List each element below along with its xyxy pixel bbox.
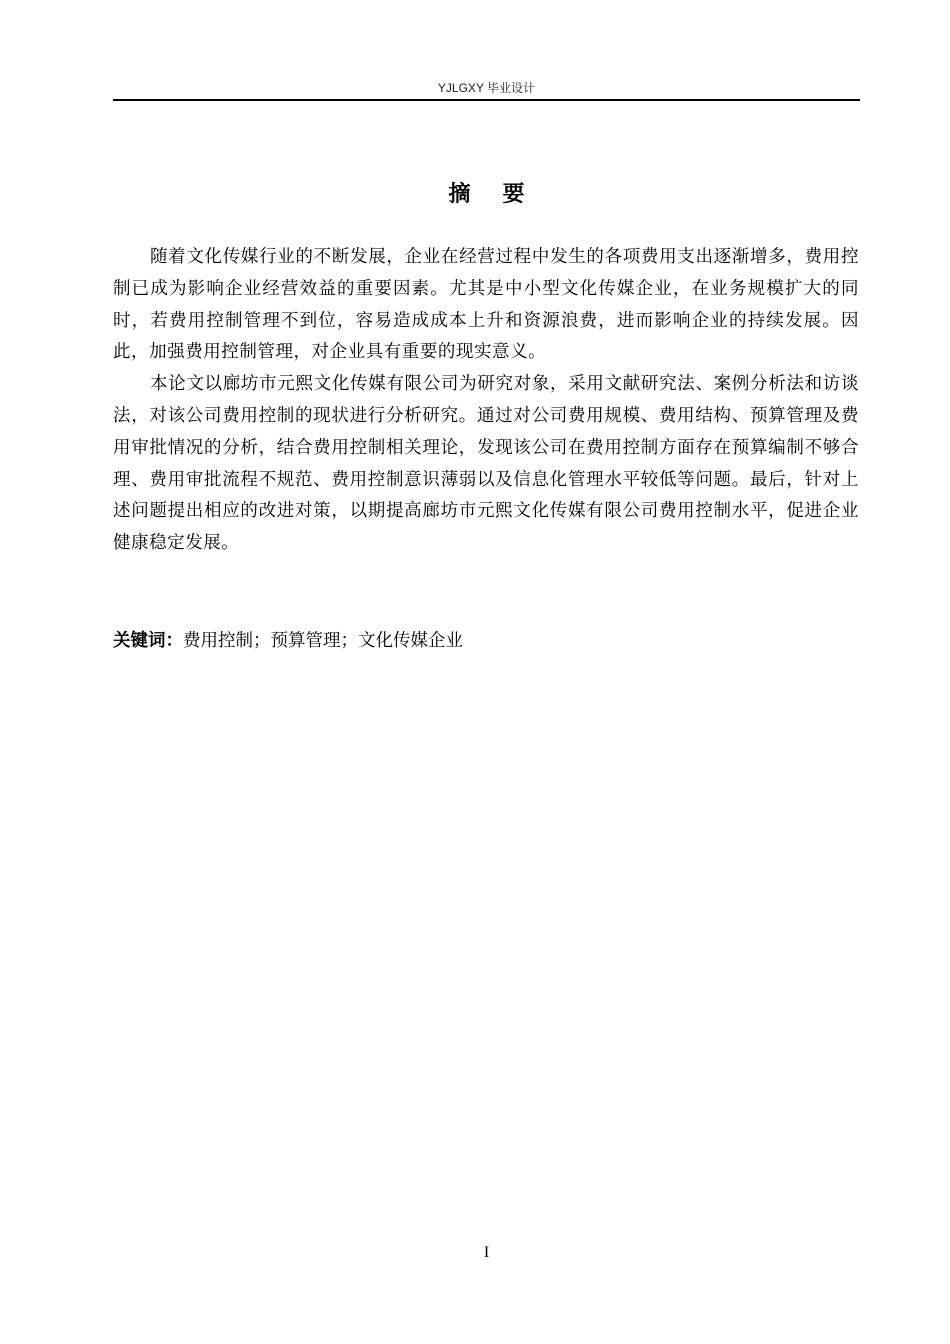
keywords-line — [113, 626, 859, 656]
abstract-paragraph-2: 本论文以廊坊市元熙文化传媒有限公司为研究对象，采用文献研究法、案例分析法和访谈法，对该公司费用控制的现状进行分析研究。通过对公司费用规模、费用结构、预算管理及费用审批情况的分析，结合费用控制相关理论，发现该公司在费用控制方面存在预算编制不够合理、费用审批流程不规范、费用控制意识薄弱以及信息化管理水平较低等问题。最后，针对上述问题提出相应的改进对策，以期提高廊坊市元熙文化传媒有限公司费用控制水平，促进企业健康稳定发展。 — [113, 374, 859, 554]
keywords-values: 费用控制；预算管理；文化传媒企业 — [183, 631, 463, 651]
running-header: YJLGXY 毕业设计 — [437, 81, 536, 95]
page-number: I — [483, 1244, 490, 1261]
abstract-title: 摘要 — [448, 182, 557, 207]
abstract-body — [113, 242, 859, 560]
header-divider — [113, 99, 860, 101]
keywords-label: 关键词： — [113, 631, 183, 651]
abstract-paragraph-1: 随着文化传媒行业的不断发展，企业在经营过程中发生的各项费用支出逐渐增多，费用控制已成为影响企业经营效益的重要因素。尤其是中小型文化传媒企业，在业务规模扩大的同时，若费用控制管理不到位，容易造成成本上升和资源浪费，进而影响企业的持续发展。因此，加强费用控制管理，对企业具有重要的现实意义。 — [113, 247, 859, 363]
